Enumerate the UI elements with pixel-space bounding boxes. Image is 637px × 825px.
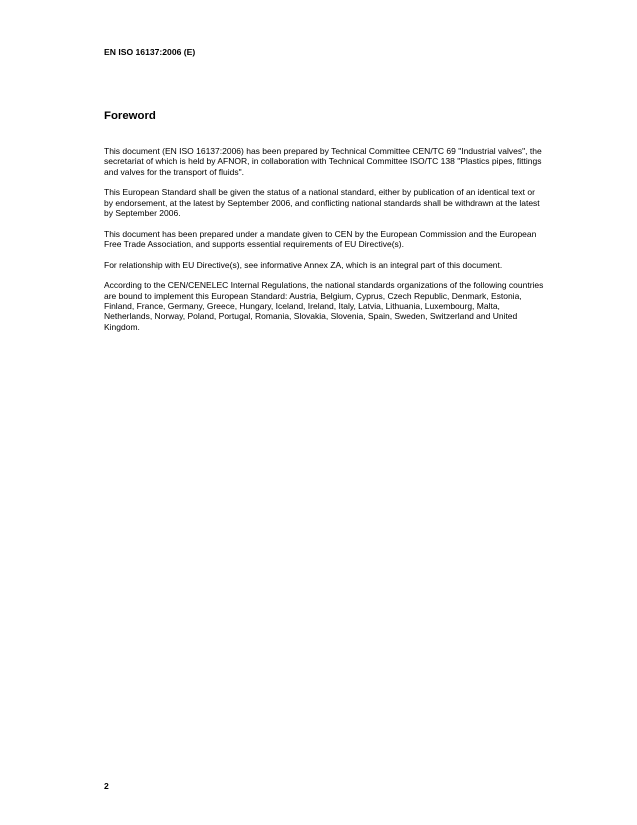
paragraph: This document has been prepared under a mandate given to CEN by the European Commission and the European Free Trade Association, and supports essential requirements of EU Directive(s).: [104, 228, 537, 249]
document-header: EN ISO 16137:2006 (E): [104, 47, 196, 57]
paragraph: According to the CEN/CENELEC Internal Regulations, the national standards organizations of the following countries are bound to implement this European Standard: Austria, Belgium, Cyprus, Czech Republic, Denmark, Estonia, Finland, France, Germany, Greece, Hungary, Iceland, Ireland, Italy, Latvia, Lithuania, Luxembourg, Malta, Netherlands, Norway, Poland, Portugal, Romania, Slovakia, Slovenia, Spain, Sweden, Switzerland and United Kingdom.: [104, 280, 544, 332]
page-number: 2: [104, 781, 109, 791]
paragraph: This document (EN ISO 16137:2006) has been prepared by Technical Committee CEN/TC 69 "Industrial valves", the secretariat of which is held by AFNOR, in collaboration with Technical Committee ISO/TC 138 "Plastics pipes, fittings and valves for the transport of fluids".: [104, 146, 542, 177]
section-title: Foreword: [104, 110, 156, 122]
paragraph: This European Standard shall be given the status of a national standard, either by publication of an identical text or by endorsement, at the latest by September 2006, and conflicting national standards shall be withdrawn at the latest by September 2006.: [104, 187, 540, 219]
paragraph: For relationship with EU Directive(s), see informative Annex ZA, which is an integral part of this document.: [104, 259, 503, 270]
foreword-body: [104, 146, 544, 342]
